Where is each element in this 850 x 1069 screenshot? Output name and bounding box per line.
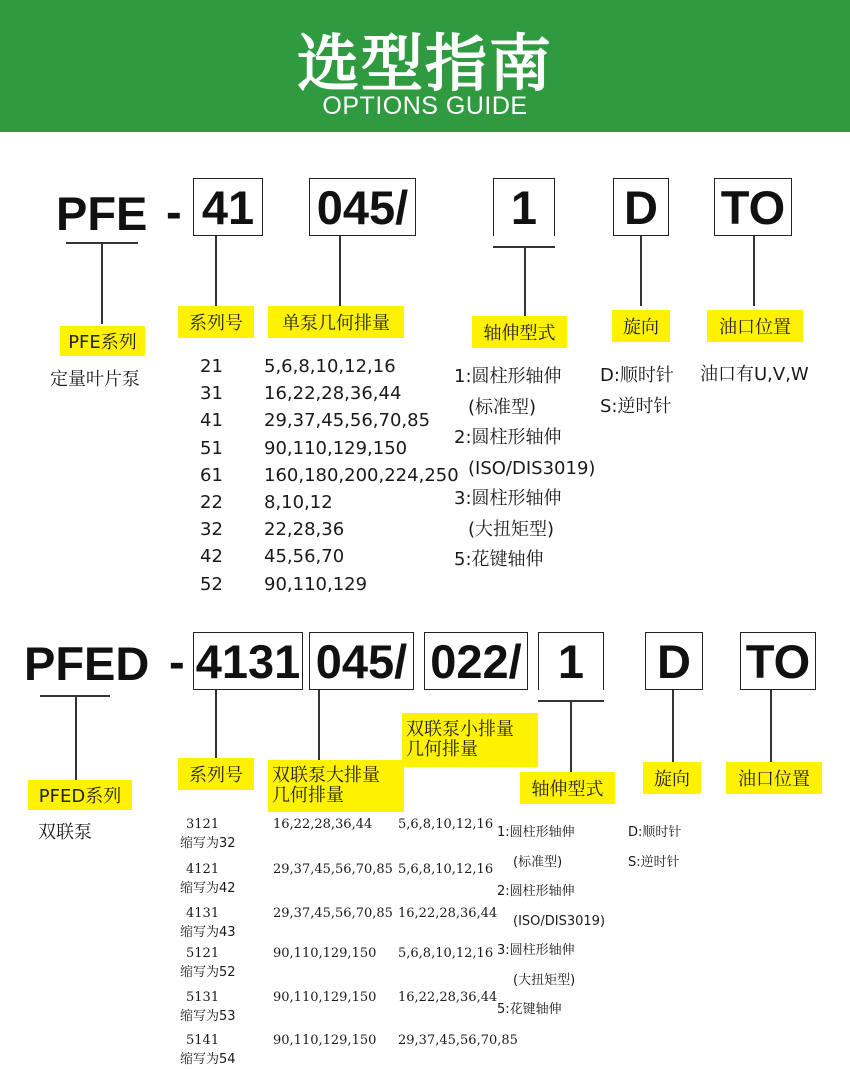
pfed-row-code: 5121: [186, 946, 220, 961]
pfed-row-abbr: 缩写为52: [180, 965, 236, 980]
pfe-code-series-box: 41: [193, 178, 263, 236]
list-item: 5:花键轴伸: [454, 549, 544, 570]
pfed-row-small: 5,6,8,10,12,16: [398, 946, 494, 961]
pfed-series-desc: 双联泵: [38, 822, 92, 843]
pfed-large-disp-connector: [318, 690, 320, 760]
pfed-shaft-connector: [570, 700, 572, 776]
list-item: 52: [200, 573, 223, 595]
list-item: 90,110,129,150: [264, 437, 408, 459]
pfed-small-disp-label: [402, 713, 538, 767]
pfed-small-disp-label-line1: 双联泵小排量: [406, 718, 514, 740]
pfe-rotation-option-list: [600, 360, 674, 422]
list-item: (ISO/DIS3019): [468, 457, 596, 479]
pfed-large-disp-label-line1: 双联泵大排量: [272, 764, 380, 786]
list-item: D:顺时针: [628, 825, 682, 840]
pfed-row-code: 5141: [186, 1033, 220, 1048]
pfe-shaft-option-list: [454, 362, 595, 576]
list-item: 2:圆柱形轴伸: [454, 427, 562, 448]
pfed-row-large: 90,110,129,150: [273, 1033, 377, 1048]
pfed-shaft-option-list: [497, 818, 605, 1025]
pfed-large-disp-label-line2: 几何排量: [272, 785, 344, 806]
list-item: 21: [200, 356, 223, 377]
pfed-code-rotation-box: D: [645, 632, 703, 690]
list-item: 8,10,12: [264, 492, 333, 514]
list-item: 16,22,28,36,44: [264, 383, 402, 405]
list-item: (ISO/DIS3019): [513, 913, 606, 929]
list-item: 3:圆柱形轴伸: [454, 488, 562, 509]
pfe-displacement-list: [264, 353, 459, 598]
pfed-row-large: 29,37,45,56,70,85: [273, 906, 393, 921]
list-item: 160,180,200,224,250: [264, 464, 459, 486]
page-subtitle: OPTIONS GUIDE: [322, 92, 528, 120]
pfed-row-small: 16,22,28,36,44: [398, 906, 498, 921]
pfed-rotation-connector: [672, 690, 674, 762]
pfed-prefix: PFED: [24, 637, 150, 690]
pfe-prefix: PFE: [56, 187, 148, 240]
pfed-row-code: 4121: [186, 862, 220, 877]
pfed-row-code: 4131: [186, 906, 220, 921]
pfe-shaft-label: 轴伸型式: [472, 316, 567, 348]
pfe-port-connector: [753, 236, 755, 306]
pfed-dash: -: [169, 635, 185, 688]
pfe-displacement-connector: [339, 236, 341, 306]
pfed-row-abbr: 缩写为32: [180, 836, 236, 851]
list-item: 42: [200, 546, 223, 568]
pfed-large-disp-label: [268, 760, 404, 812]
list-item: 41: [200, 410, 223, 432]
list-item: (大扭矩型): [468, 518, 555, 540]
pfed-series-no-connector: [215, 690, 217, 758]
pfe-series-no-connector: [215, 236, 217, 306]
pfed-row-abbr: 缩写为43: [180, 925, 236, 940]
pfed-code-large-disp-box: 045/: [309, 632, 414, 690]
list-item: 31: [200, 383, 223, 405]
pfe-port-label: 油口位置: [707, 310, 803, 342]
page-title: 选型指南: [296, 27, 553, 100]
list-item: 45,56,70: [264, 546, 345, 568]
list-item: D:顺时针: [600, 365, 674, 386]
pfe-series-connector: [101, 242, 103, 324]
pfed-code-shaft-box: 1: [538, 632, 604, 690]
pfe-series-desc: 定量叶片泵: [50, 369, 140, 390]
list-item: S:逆时针: [628, 854, 680, 870]
pfe-code-displacement-box: 045/: [309, 178, 416, 236]
list-item: 90,110,129: [264, 573, 368, 595]
pfed-row-code: 3121: [186, 817, 220, 832]
list-item: 1:圆柱形轴伸: [497, 825, 575, 840]
list-item: 32: [200, 519, 223, 541]
pfed-rotation-label: 旋向: [643, 762, 701, 794]
pfed-series-connector: [75, 695, 77, 780]
list-item: 51: [200, 437, 223, 459]
list-item: (大扭矩型): [513, 972, 576, 988]
pfed-series-label: PFED系列: [28, 780, 132, 810]
pfe-series-label: PFE系列: [60, 326, 145, 356]
list-item: 5,6,8,10,12,16: [264, 356, 396, 377]
pfe-port-desc: 油口有U,V,W: [700, 364, 809, 385]
pfed-port-connector: [770, 690, 772, 762]
header-banner: [0, 0, 850, 132]
list-item: (标准型): [513, 854, 563, 870]
pfed-series-no-label: 系列号: [178, 758, 254, 790]
pfed-row-small: 5,6,8,10,12,16: [398, 817, 494, 832]
pfed-port-label: 油口位置: [726, 762, 822, 794]
pfed-shaft-label: 轴伸型式: [520, 772, 615, 804]
pfe-code-rotation-box: D: [613, 178, 669, 236]
list-item: 1:圆柱形轴伸: [454, 366, 562, 387]
pfed-row-small: 16,22,28,36,44: [398, 990, 498, 1005]
pfe-rotation-connector: [640, 236, 642, 306]
pfed-row-abbr: 缩写为42: [180, 881, 236, 896]
pfe-series-no-label: 系列号: [178, 306, 254, 338]
pfed-code-small-disp-box: 022/: [424, 632, 528, 690]
pfe-dash: -: [166, 185, 182, 238]
pfed-row-large: 90,110,129,150: [273, 946, 377, 961]
list-item: 61: [200, 464, 223, 486]
list-item: S:逆时针: [600, 396, 672, 417]
pfed-small-disp-label-line2: 几何排量: [406, 739, 478, 760]
pfe-code-shaft-box: 1: [493, 178, 555, 236]
pfe-series-code-list: [200, 353, 223, 598]
list-item: 2:圆柱形轴伸: [497, 884, 575, 899]
pfed-row-abbr: 缩写为54: [180, 1052, 236, 1067]
list-item: 29,37,45,56,70,85: [264, 410, 431, 432]
pfed-row-large: 90,110,129,150: [273, 990, 377, 1005]
pfed-rotation-option-list: [628, 818, 681, 877]
list-item: 22,28,36: [264, 519, 345, 541]
pfed-row-small: 29,37,45,56,70,85: [398, 1033, 518, 1048]
pfe-shaft-connector: [524, 246, 526, 316]
pfed-row-abbr: 缩写为53: [180, 1009, 236, 1024]
list-item: (标准型): [468, 396, 537, 418]
pfe-displacement-label: 单泵几何排量: [268, 306, 404, 338]
pfe-rotation-label: 旋向: [612, 310, 670, 342]
pfed-row-large: 29,37,45,56,70,85: [273, 862, 393, 877]
list-item: 3:圆柱形轴伸: [497, 943, 575, 958]
pfe-code-port-box: TO: [714, 178, 792, 236]
pfed-code-port-box: TO: [740, 632, 816, 690]
pfed-row-small: 5,6,8,10,12,16: [398, 862, 494, 877]
pfed-code-series-box: 4131: [193, 632, 303, 690]
pfed-row-code: 5131: [186, 990, 220, 1005]
pfed-row-large: 16,22,28,36,44: [273, 817, 373, 832]
list-item: 22: [200, 492, 223, 514]
list-item: 5:花键轴伸: [497, 1002, 562, 1017]
